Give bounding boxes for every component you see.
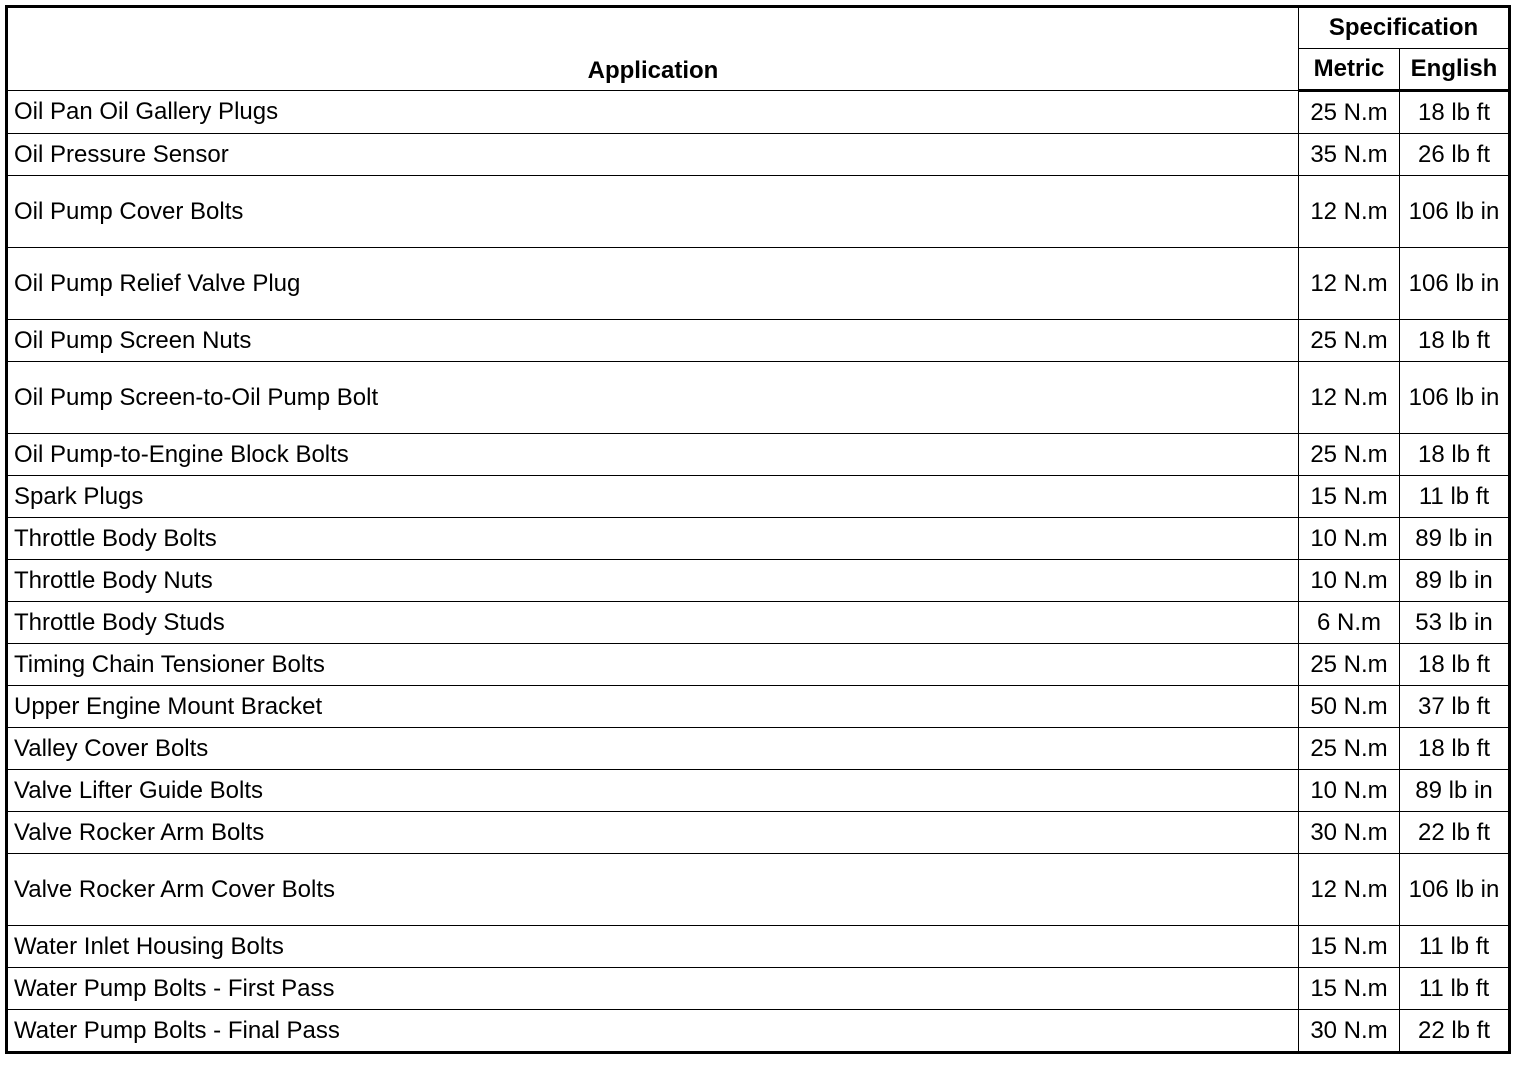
application-cell: Oil Pump Screen Nuts (7, 320, 1299, 362)
metric-cell: 12 N.m (1299, 854, 1400, 926)
application-cell: Timing Chain Tensioner Bolts (7, 644, 1299, 686)
application-cell: Valve Rocker Arm Bolts (7, 812, 1299, 854)
fastener-spec-table (5, 5, 1511, 1054)
table-row (7, 686, 1510, 728)
metric-cell: 12 N.m (1299, 176, 1400, 248)
application-cell: Oil Pressure Sensor (7, 134, 1299, 176)
application-cell: Valve Rocker Arm Cover Bolts (7, 854, 1299, 926)
english-cell: 89 lb in (1400, 560, 1510, 602)
metric-cell: 6 N.m (1299, 602, 1400, 644)
english-cell: 18 lb ft (1400, 728, 1510, 770)
application-cell: Oil Pump Relief Valve Plug (7, 248, 1299, 320)
english-cell: 53 lb in (1400, 602, 1510, 644)
table-row (7, 770, 1510, 812)
metric-cell: 12 N.m (1299, 362, 1400, 434)
application-cell: Throttle Body Studs (7, 602, 1299, 644)
english-cell: 106 lb in (1400, 854, 1510, 926)
table-row (7, 362, 1510, 434)
table-row (7, 926, 1510, 968)
english-cell: 11 lb ft (1400, 926, 1510, 968)
application-header: Application (7, 7, 1299, 91)
application-cell: Oil Pump Cover Bolts (7, 176, 1299, 248)
english-cell: 18 lb ft (1400, 644, 1510, 686)
specification-header: Specification (1299, 7, 1510, 49)
metric-cell: 50 N.m (1299, 686, 1400, 728)
application-cell: Valley Cover Bolts (7, 728, 1299, 770)
english-cell: 18 lb ft (1400, 91, 1510, 134)
table-row (7, 476, 1510, 518)
table-row (7, 560, 1510, 602)
application-cell: Oil Pump-to-Engine Block Bolts (7, 434, 1299, 476)
table-row (7, 91, 1510, 134)
application-cell: Water Pump Bolts - First Pass (7, 968, 1299, 1010)
metric-header: Metric (1299, 49, 1400, 91)
table-row (7, 518, 1510, 560)
application-cell: Valve Lifter Guide Bolts (7, 770, 1299, 812)
metric-cell: 25 N.m (1299, 728, 1400, 770)
application-cell: Water Pump Bolts - Final Pass (7, 1010, 1299, 1053)
english-cell: 106 lb in (1400, 176, 1510, 248)
metric-cell: 25 N.m (1299, 644, 1400, 686)
table-body (7, 91, 1510, 1053)
english-cell: 89 lb in (1400, 518, 1510, 560)
table-row (7, 434, 1510, 476)
english-cell: 106 lb in (1400, 362, 1510, 434)
english-cell: 89 lb in (1400, 770, 1510, 812)
table-row (7, 134, 1510, 176)
english-cell: 18 lb ft (1400, 434, 1510, 476)
application-cell: Throttle Body Bolts (7, 518, 1299, 560)
table-row (7, 968, 1510, 1010)
english-cell: 37 lb ft (1400, 686, 1510, 728)
metric-cell: 15 N.m (1299, 968, 1400, 1010)
english-cell: 26 lb ft (1400, 134, 1510, 176)
metric-cell: 12 N.m (1299, 248, 1400, 320)
metric-cell: 30 N.m (1299, 1010, 1400, 1053)
table-row (7, 320, 1510, 362)
metric-cell: 25 N.m (1299, 91, 1400, 134)
table-row (7, 176, 1510, 248)
table-row (7, 248, 1510, 320)
english-cell: 11 lb ft (1400, 476, 1510, 518)
metric-cell: 25 N.m (1299, 434, 1400, 476)
metric-cell: 25 N.m (1299, 320, 1400, 362)
english-cell: 22 lb ft (1400, 1010, 1510, 1053)
metric-cell: 10 N.m (1299, 518, 1400, 560)
table-row (7, 644, 1510, 686)
metric-cell: 15 N.m (1299, 476, 1400, 518)
table-row (7, 812, 1510, 854)
metric-cell: 15 N.m (1299, 926, 1400, 968)
application-cell: Oil Pump Screen-to-Oil Pump Bolt (7, 362, 1299, 434)
application-cell: Throttle Body Nuts (7, 560, 1299, 602)
table-row (7, 854, 1510, 926)
application-cell: Spark Plugs (7, 476, 1299, 518)
table-row (7, 728, 1510, 770)
application-cell: Oil Pan Oil Gallery Plugs (7, 91, 1299, 134)
application-cell: Water Inlet Housing Bolts (7, 926, 1299, 968)
english-cell: 22 lb ft (1400, 812, 1510, 854)
metric-cell: 10 N.m (1299, 770, 1400, 812)
metric-cell: 30 N.m (1299, 812, 1400, 854)
english-cell: 106 lb in (1400, 248, 1510, 320)
metric-cell: 10 N.m (1299, 560, 1400, 602)
table-row (7, 602, 1510, 644)
metric-cell: 35 N.m (1299, 134, 1400, 176)
application-cell: Upper Engine Mount Bracket (7, 686, 1299, 728)
english-header: English (1400, 49, 1510, 91)
table-row (7, 1010, 1510, 1053)
english-cell: 11 lb ft (1400, 968, 1510, 1010)
english-cell: 18 lb ft (1400, 320, 1510, 362)
